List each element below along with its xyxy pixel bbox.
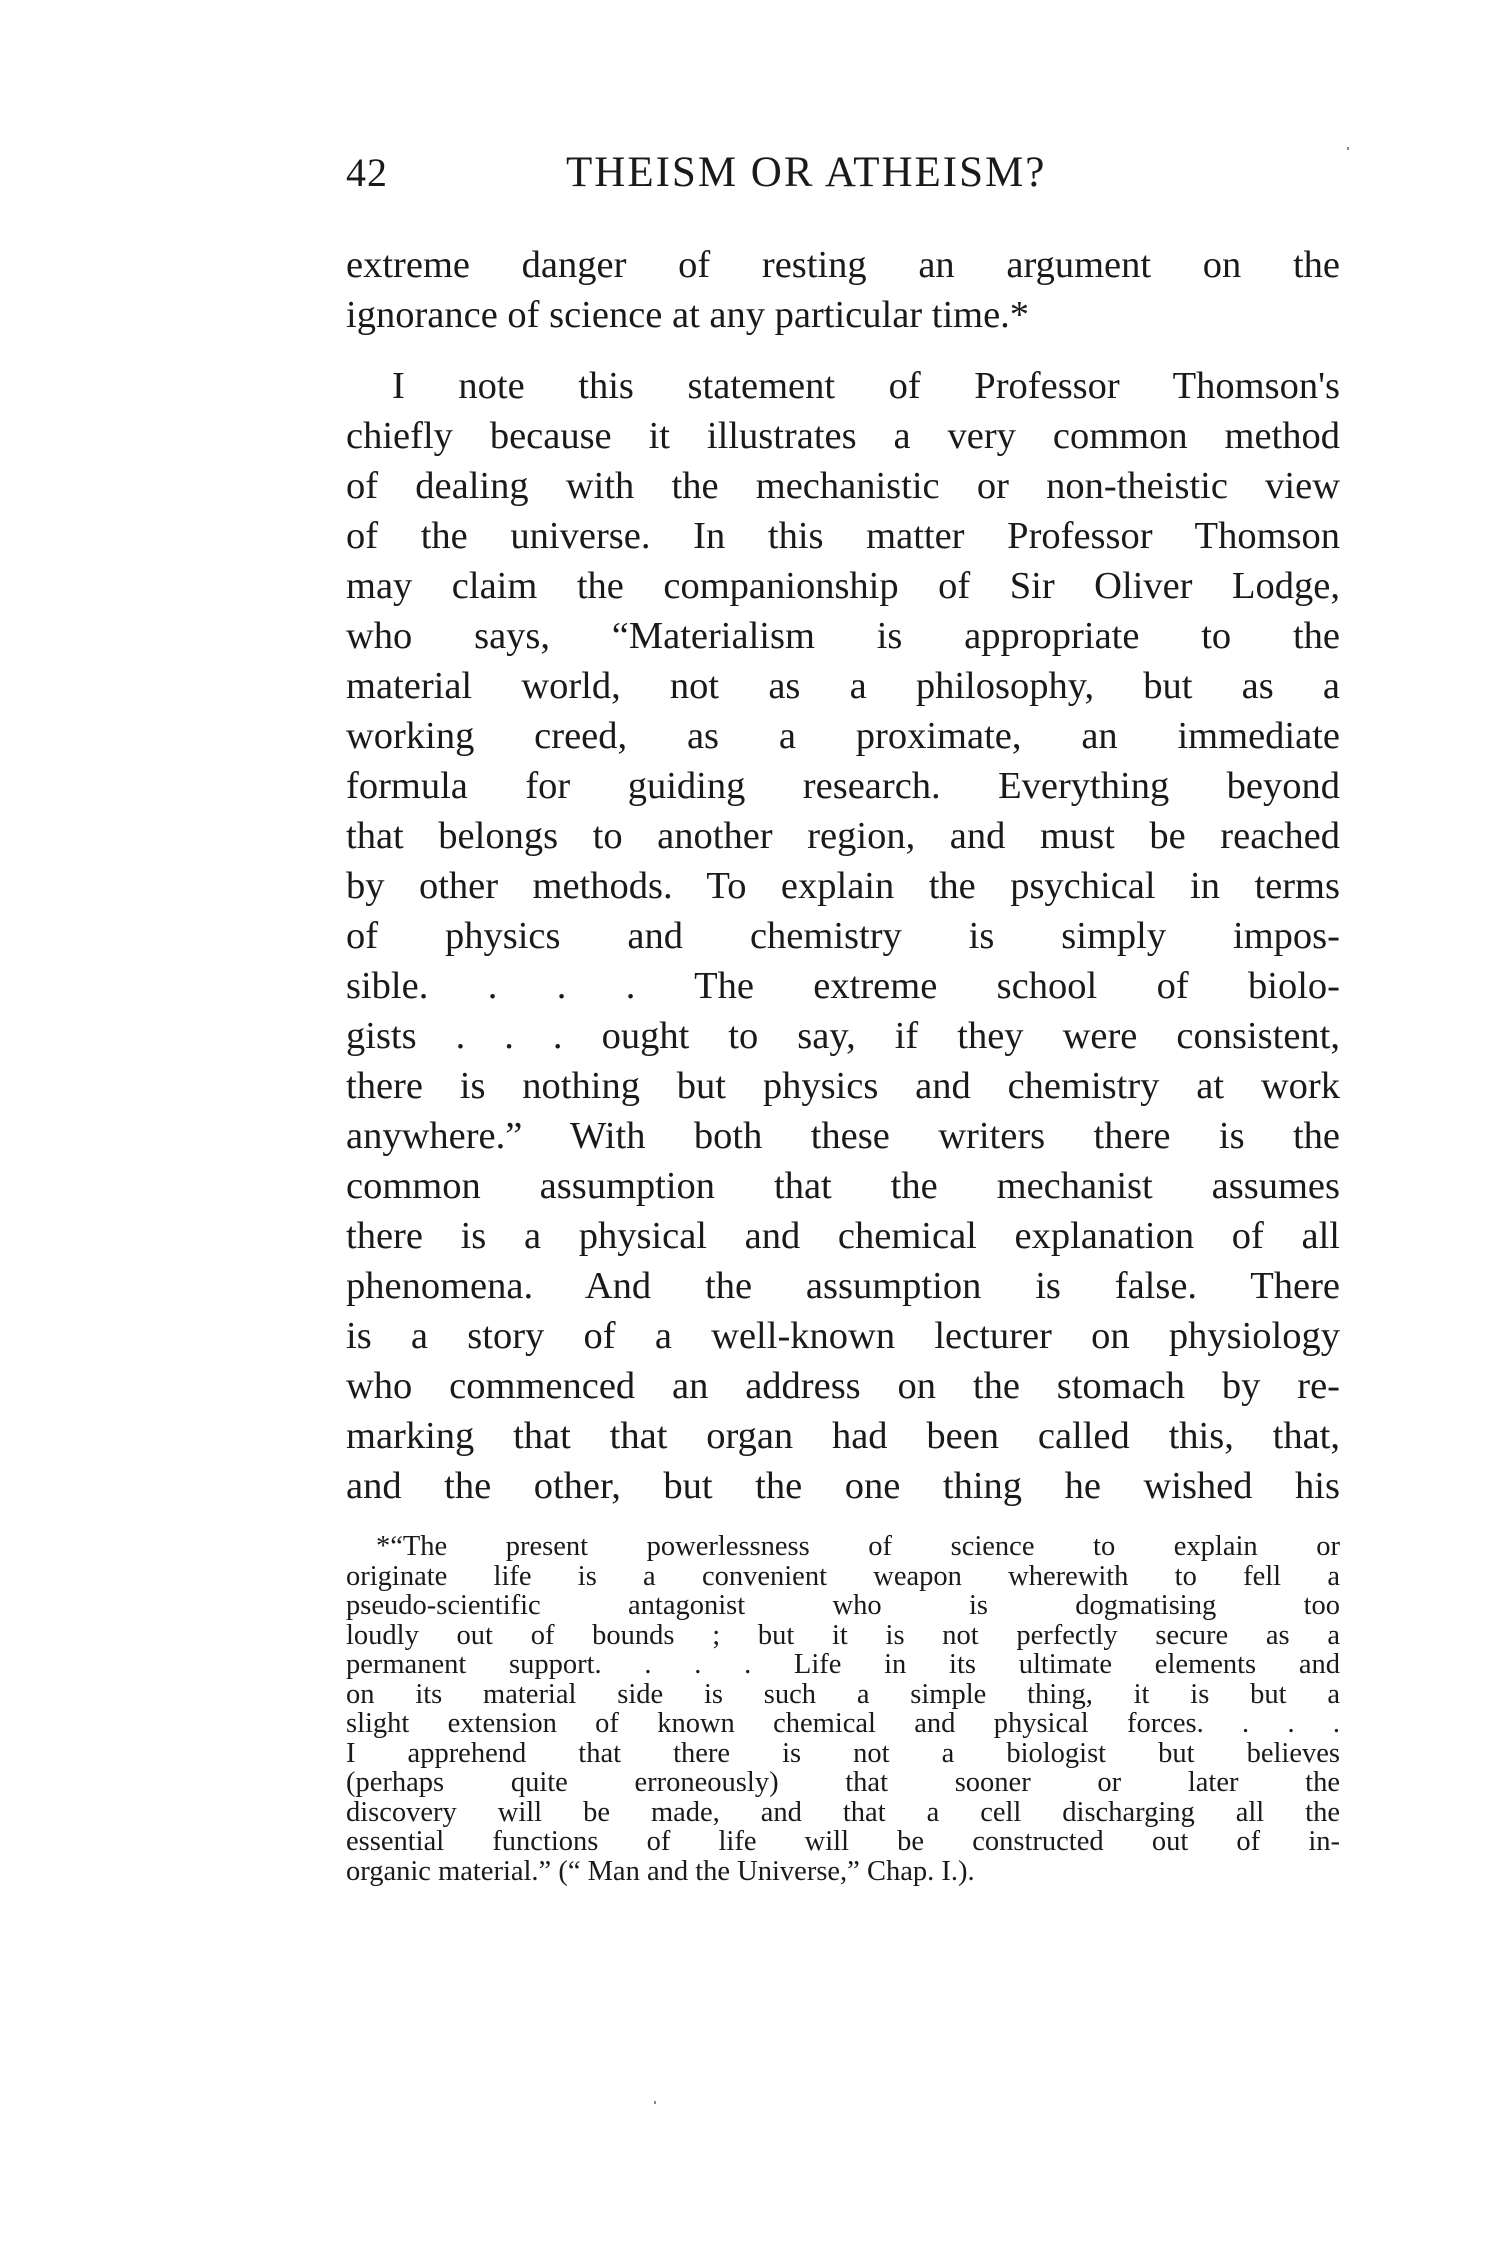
footnote-line: on its material side is such a simple thing, it is but a	[346, 1678, 1340, 1710]
page-header	[346, 148, 1348, 198]
text-line: who says, “Materialism is appropriate to the	[346, 615, 1340, 657]
text-line: working creed, as a proximate, an immediate	[346, 715, 1340, 757]
footnote	[346, 1532, 1340, 1886]
footnote-line: *“The present powerlessness of science to explain or	[376, 1531, 1340, 1562]
text-line: formula for guiding research. Everything beyond	[346, 765, 1340, 807]
text-line: I note this statement of Professor Thomson's	[392, 365, 1340, 407]
text-line: of dealing with the mechanistic or non-theistic view	[346, 465, 1340, 507]
footnote-line: permanent support. . . . Life in its ultimate elements and	[346, 1649, 1340, 1680]
text-line: of physics and chemistry is simply impos-	[346, 915, 1340, 957]
text-line: that belongs to another region, and must be reached	[346, 815, 1340, 857]
footnote-line: essential functions of life will be constructed out of in-	[346, 1826, 1340, 1857]
text-line: and the other, but the one thing he wished his	[346, 1465, 1340, 1507]
scan-speck	[1347, 147, 1349, 150]
text-line: gists . . . ought to say, if they were consistent,	[346, 1015, 1340, 1057]
footnote-line: originate life is a convenient weapon wherewith to fell a	[346, 1560, 1340, 1592]
footnote-line: pseudo-scientific antagonist who is dogmatising too	[346, 1590, 1340, 1621]
footnote-line: slight extension of known chemical and physical forces. . . .	[346, 1708, 1340, 1739]
text-line: extreme danger of resting an argument on the	[346, 244, 1340, 286]
text-line: anywhere.” With both these writers there is the	[346, 1115, 1340, 1157]
text-line: sible. . . . The extreme school of biolo-	[346, 965, 1340, 1007]
text-line: phenomena. And the assumption is false. There	[346, 1265, 1340, 1307]
page-number: 42	[346, 150, 388, 195]
footnote-line: discovery will be made, and that a cell discharging all the	[346, 1796, 1340, 1828]
text-line: may claim the companionship of Sir Oliver Lodge,	[346, 565, 1340, 607]
text-line: there is nothing but physics and chemistry at work	[346, 1065, 1340, 1107]
text-line: chiefly because it illustrates a very common method	[346, 415, 1340, 457]
text-line: who commenced an address on the stomach by re-	[346, 1365, 1340, 1407]
text-line: material world, not as a philosophy, but as a	[346, 665, 1340, 707]
footnote-line: (perhaps quite erroneously) that sooner or later the	[346, 1767, 1340, 1798]
text-line: by other methods. To explain the psychical in terms	[346, 865, 1340, 907]
body-text	[346, 240, 1340, 1511]
text-line: there is a physical and chemical explanation of all	[346, 1215, 1340, 1257]
text-line: marking that that organ had been called this, that,	[346, 1415, 1340, 1457]
footnote-line: organic material.” (“ Man and the Universe,” Chap. I.).	[346, 1855, 975, 1887]
text-line: ignorance of science at any particular time.*	[346, 294, 1030, 336]
footnote-line: I apprehend that there is not a biologist but believes	[346, 1737, 1340, 1769]
text-line: common assumption that the mechanist assumes	[346, 1165, 1340, 1207]
scan-speck	[654, 2101, 656, 2104]
footnote-line: loudly out of bounds ; but it is not perfectly secure as a	[346, 1619, 1340, 1651]
running-head: THEISM OR ATHEISM?	[566, 149, 1047, 196]
text-line: of the universe. In this matter Professor Thomson	[346, 515, 1340, 557]
text-line: is a story of a well-known lecturer on physiology	[346, 1315, 1340, 1357]
